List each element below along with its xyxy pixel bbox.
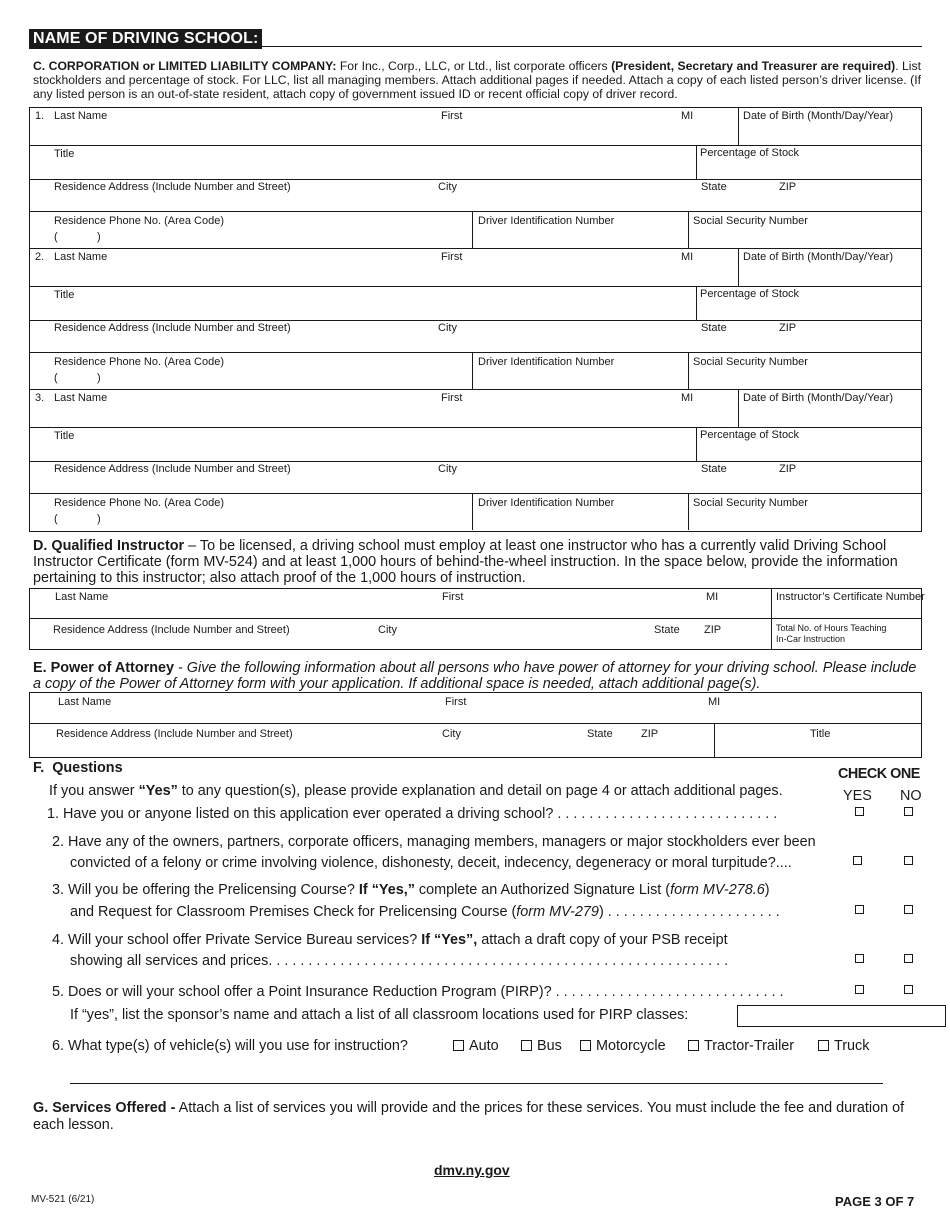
section-e-letter: E. <box>33 660 47 676</box>
question-3-line-1: 3. Will you be offering the Prelicensing Course? If “Yes,” complete an Authorized Signature List (form MV-278.6) <box>52 882 770 898</box>
person-3-mi-label: MI <box>681 392 694 404</box>
person-3-last-name-label: Last Name <box>54 392 108 404</box>
instructor-address-label: Residence Address (Include Number and Street) <box>53 624 290 636</box>
person-2-title-label: Title <box>54 289 75 301</box>
poa-city-label: City <box>442 728 461 740</box>
question-5-line-2: If “yes”, list the sponsor’s name and attach a list of all classroom locations used for PIRP classes: <box>70 1007 689 1023</box>
person-2-city-label: City <box>438 322 457 334</box>
poa-last-name-label: Last Name <box>58 696 112 708</box>
poa-title-label: Title <box>810 728 831 740</box>
q1-yes-checkbox[interactable] <box>855 807 864 816</box>
person-2-dl-label: Driver Identification Number <box>478 356 615 368</box>
person-2-stock-label: Percentage of Stock <box>700 288 800 300</box>
q4-no-checkbox[interactable] <box>904 954 913 963</box>
section-c-letter: C. <box>33 59 46 73</box>
person-1-city-label: City <box>438 181 457 193</box>
yes-column-label: YES <box>843 788 872 804</box>
q6-answer-line[interactable] <box>70 1083 883 1084</box>
person-3-phone-paren-open: ( <box>54 513 58 525</box>
section-d-letter: D. <box>33 538 48 554</box>
section-c-text-1: For Inc., Corp., LLC, or Ltd., list corporate officers <box>336 59 612 73</box>
poa-state-label: State <box>587 728 613 740</box>
school-name-field-line[interactable] <box>250 46 922 47</box>
section-e-text: - Give the following information about all persons who have power of attorney for your driving school. Please include a copy of the Power of Attorney form with your application. If additional space is needed, attach additional page(s). <box>33 660 917 692</box>
person-3-state-label: State <box>701 463 727 475</box>
person-1-address-label: Residence Address (Include Number and Street) <box>54 181 291 193</box>
vehicle-tractor-trailer-label: Tractor-Trailer <box>704 1038 795 1054</box>
q5-no-checkbox[interactable] <box>904 985 913 994</box>
person-3-phone-paren-close: ) <box>97 513 101 525</box>
vehicle-motorcycle-label: Motorcycle <box>596 1038 666 1054</box>
poa-zip-label: ZIP <box>641 728 659 740</box>
section-c-required: (President, Secretary and Treasurer are required) <box>611 59 896 73</box>
person-1-stock-label: Percentage of Stock <box>700 147 800 159</box>
person-1-zip-label: ZIP <box>779 181 797 193</box>
person-1-dob-label: Date of Birth (Month/Day/Year) <box>743 110 893 122</box>
question-6: 6. What type(s) of vehicle(s) will you use for instruction? <box>52 1038 408 1054</box>
instructor-hours-label: Total No. of Hours Teaching In-Car Instruction <box>776 623 887 644</box>
person-3-dob-label: Date of Birth (Month/Day/Year) <box>743 392 893 404</box>
person-1-dl-label: Driver Identification Number <box>478 215 615 227</box>
vehicle-truck-label: Truck <box>834 1038 870 1054</box>
question-4-line-2: showing all services and prices. . . . . . . . . . . . . . . . . . . . . . . . . . . . . . . . . . . . . . . . . . . . . . . . . . . . . . . . . . <box>70 953 729 969</box>
section-d-text: – To be licensed, a driving school must employ at least one instructor who has a currently valid Driving School Instructor Certificate (form MV-524) and at least 1,000 hours of behind-the-wheel instruction. In the space below, provide the information pertaining to this instructor; also attach proof of the 1,000 hours of instruction. <box>33 538 898 586</box>
instructor-city-label: City <box>378 624 397 636</box>
instructor-first-label: First <box>442 591 464 603</box>
person-3-title-label: Title <box>54 430 75 442</box>
section-c-title: CORPORATION or LIMITED LIABILITY COMPANY: <box>48 59 337 73</box>
page-number: PAGE 3 OF 7 <box>835 1194 915 1209</box>
poa-first-label: First <box>445 696 467 708</box>
section-c-instructions <box>33 59 921 101</box>
person-1-first-label: First <box>441 110 463 122</box>
poa-mi-label: MI <box>708 696 721 708</box>
person-1-title-label: Title <box>54 148 75 160</box>
q2-no-checkbox[interactable] <box>904 856 913 865</box>
person-2-address-label: Residence Address (Include Number and Street) <box>54 322 291 334</box>
person-2-phone-paren-close: ) <box>97 372 101 384</box>
q2-yes-checkbox[interactable] <box>853 856 862 865</box>
questions-intro: If you answer “Yes” to any question(s), please provide explanation and detail on page 4 or attach additional pages. <box>49 783 783 799</box>
section-e-title: Power of Attorney <box>50 660 175 676</box>
person-1-last-name-label: Last Name <box>54 110 108 122</box>
person-1-state-label: State <box>701 181 727 193</box>
person-2-mi-label: MI <box>681 251 694 263</box>
instructor-cert-label: Instructor’s Certificate Number <box>776 591 925 603</box>
q1-no-checkbox[interactable] <box>904 807 913 816</box>
q5-yes-checkbox[interactable] <box>855 985 864 994</box>
person-2-last-name-label: Last Name <box>54 251 108 263</box>
person-3-first-label: First <box>441 392 463 404</box>
person-3-phone-label: Residence Phone No. (Area Code) <box>54 497 224 509</box>
section-e-instructions <box>33 660 918 692</box>
instructor-zip-label: ZIP <box>704 624 722 636</box>
question-1: 1. Have you or anyone listed on this application ever operated a driving school? . . . . . . . . . . . . . . . . . . . . . . . . . . . . <box>47 806 778 822</box>
vehicle-auto-checkbox[interactable] <box>453 1040 464 1051</box>
section-c-text-2: . List stockholders and percentage of stock. For LLC, list all managing members. Attach additional pages if needed. Attach a copy of each listed person’s driver license. (If any listed person is an out-of-state resident, attach copy of government issued ID or recent official copy of driver record. <box>33 59 921 101</box>
person-3-address-label: Residence Address (Include Number and Street) <box>54 463 291 475</box>
question-2-line-2: convicted of a felony or crime involving violence, dishonesty, deceit, indecency, degeneracy or moral turpitude?.... <box>70 855 792 871</box>
person-2-phone-label: Residence Phone No. (Area Code) <box>54 356 224 368</box>
vehicle-bus-checkbox[interactable] <box>521 1040 532 1051</box>
question-5-line-1: 5. Does or will your school offer a Point Insurance Reduction Program (PIRP)? . . . . . . . . . . . . . . . . . . . . . . . . . . . . . <box>52 984 784 1000</box>
vehicle-auto-label: Auto <box>469 1038 499 1054</box>
person-2-phone-paren-open: ( <box>54 372 58 384</box>
no-column-label: NO <box>900 788 922 804</box>
person-2-first-label: First <box>441 251 463 263</box>
pirp-sponsor-input[interactable] <box>737 1005 946 1027</box>
person-3-dl-label: Driver Identification Number <box>478 497 615 509</box>
q3-yes-checkbox[interactable] <box>855 905 864 914</box>
instructor-state-label: State <box>654 624 680 636</box>
poa-address-label: Residence Address (Include Number and Street) <box>56 728 293 740</box>
question-2-line-1: 2. Have any of the owners, partners, corporate officers, managing members, managers or major stockholders ever been <box>52 834 816 850</box>
person-3-number: 3. <box>35 392 45 404</box>
person-2-ssn-label: Social Security Number <box>693 356 808 368</box>
vehicle-tractor-trailer-checkbox[interactable] <box>688 1040 699 1051</box>
check-one-label: CHECK ONE <box>838 766 920 782</box>
q3-no-checkbox[interactable] <box>904 905 913 914</box>
vehicle-motorcycle-checkbox[interactable] <box>580 1040 591 1051</box>
person-3-city-label: City <box>438 463 457 475</box>
person-1-ssn-label: Social Security Number <box>693 215 808 227</box>
person-2-state-label: State <box>701 322 727 334</box>
question-3-line-2: and Request for Classroom Premises Check for Prelicensing Course (form MV-279) . . . . . . . . . . . . . . . . . . . . . . <box>70 904 780 920</box>
section-f-heading: F. Questions <box>33 760 123 776</box>
instructor-mi-label: MI <box>706 591 719 603</box>
person-1-number: 1. <box>35 110 45 122</box>
question-4-line-1: 4. Will your school offer Private Service Bureau services? If “Yes”, attach a draft copy of your PSB receipt <box>52 932 728 948</box>
person-3-zip-label: ZIP <box>779 463 797 475</box>
person-1-phone-label: Residence Phone No. (Area Code) <box>54 215 224 227</box>
person-1-phone-paren-open: ( <box>54 231 58 243</box>
vehicle-bus-label: Bus <box>537 1038 562 1054</box>
vehicle-truck-checkbox[interactable] <box>818 1040 829 1051</box>
section-d-instructions <box>33 538 913 586</box>
person-1-mi-label: MI <box>681 110 694 122</box>
form-number: MV-521 (6/21) <box>31 1194 95 1205</box>
person-2-zip-label: ZIP <box>779 322 797 334</box>
instructor-last-name-label: Last Name <box>55 591 109 603</box>
website-link[interactable]: dmv.ny.gov <box>434 1162 510 1178</box>
person-1-phone-paren-close: ) <box>97 231 101 243</box>
person-3-ssn-label: Social Security Number <box>693 497 808 509</box>
q4-yes-checkbox[interactable] <box>855 954 864 963</box>
section-d-title: Qualified Instructor <box>51 538 185 554</box>
person-2-dob-label: Date of Birth (Month/Day/Year) <box>743 251 893 263</box>
person-3-stock-label: Percentage of Stock <box>700 429 800 441</box>
power-of-attorney-table <box>29 692 922 758</box>
school-name-label: NAME OF DRIVING SCHOOL: <box>29 29 262 49</box>
person-2-number: 2. <box>35 251 45 263</box>
section-g-instructions: G. Services Offered - Attach a list of services you will provide and the prices for these services. You must include the fee and duration of each lesson. <box>33 1100 905 1133</box>
